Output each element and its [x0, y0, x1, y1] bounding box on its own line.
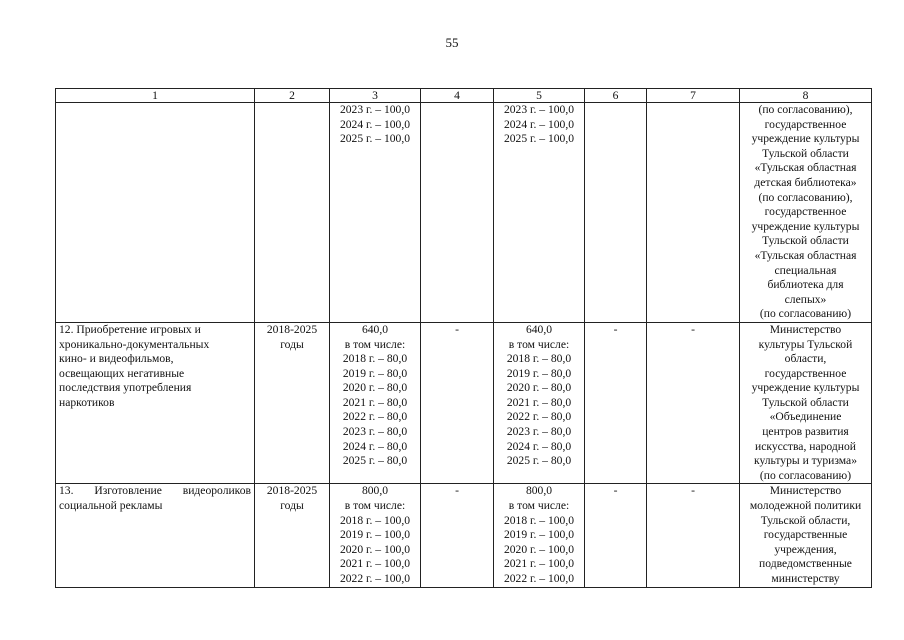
responsible-cell: Министерство культуры Тульской области, государственное учреждение культуры Тульской области «Объединение центров развития искусства, народной культуры и туризма» (по согласованию): [740, 322, 872, 484]
funding-col4-cell: -: [421, 322, 494, 484]
period-cell: 2018-2025 годы: [255, 484, 330, 588]
responsible-cell: Министерство молодежной политики Тульской области, государственные учреждения, подведомственные министерству: [740, 484, 872, 588]
funding-col4-cell: [421, 103, 494, 323]
measure-name-cell: 12. Приобретение игровых и хроникально-документальных кино- и видеофильмов, освещающих негативные последствия употребления наркотиков: [56, 322, 255, 484]
funding-col7-cell: -: [647, 322, 740, 484]
measure-name-line: социальной рекламы: [59, 499, 163, 513]
total-funding-cell: 800,0 в том числе: 2018 г. – 100,0 2019 г. – 100,0 2020 г. – 100,0 2021 г. – 100,0 2022 г. – 100,0: [330, 484, 421, 588]
period-cell: [255, 103, 330, 323]
funding-col7-cell: [647, 103, 740, 323]
header-cell-4: 4: [421, 89, 494, 103]
header-cell-3: 3: [330, 89, 421, 103]
header-cell-1: 1: [56, 89, 255, 103]
measure-name-cell: [56, 103, 255, 323]
funding-col6-cell: -: [585, 322, 647, 484]
funding-col6-cell: [585, 103, 647, 323]
funding-col4-cell: -: [421, 484, 494, 588]
table-row: [56, 484, 872, 588]
funding-col5-cell: 640,0 в том числе: 2018 г. – 80,0 2019 г. – 80,0 2020 г. – 80,0 2021 г. – 80,0 2022 г. – 80,0 2023 г. – 80,0 2024 г. – 80,0 2025 г. – 80,0: [494, 322, 585, 484]
table-row: [56, 322, 872, 484]
total-funding-cell: 2023 г. – 100,0 2024 г. – 100,0 2025 г. – 100,0: [330, 103, 421, 323]
funding-col5-cell: 800,0 в том числе: 2018 г. – 100,0 2019 г. – 100,0 2020 г. – 100,0 2021 г. – 100,0 2022 г. – 100,0: [494, 484, 585, 588]
table-row: [56, 103, 872, 323]
header-cell-2: 2: [255, 89, 330, 103]
measure-name-line: 13. Изготовление видеороликов: [59, 484, 251, 498]
header-cell-6: 6: [585, 89, 647, 103]
period-cell: 2018-2025 годы: [255, 322, 330, 484]
funding-col7-cell: -: [647, 484, 740, 588]
page-number: 55: [445, 35, 459, 50]
header-row: [56, 89, 872, 103]
funding-col6-cell: -: [585, 484, 647, 588]
header-cell-8: 8: [740, 89, 872, 103]
responsible-cell: (по согласованию), государственное учреждение культуры Тульской области «Тульская областная детская библиотека» (по согласованию), государственное учреждение культуры Тульской области «Тульская областная специальная библиотека для слепых» (по согласованию): [740, 103, 872, 323]
measure-name-cell: [56, 484, 255, 588]
funding-col5-cell: 2023 г. – 100,0 2024 г. – 100,0 2025 г. – 100,0: [494, 103, 585, 323]
program-table: [55, 88, 872, 588]
header-cell-7: 7: [647, 89, 740, 103]
total-funding-cell: 640,0 в том числе: 2018 г. – 80,0 2019 г. – 80,0 2020 г. – 80,0 2021 г. – 80,0 2022 г. – 80,0 2023 г. – 80,0 2024 г. – 80,0 2025 г. – 80,0: [330, 322, 421, 484]
header-cell-5: 5: [494, 89, 585, 103]
